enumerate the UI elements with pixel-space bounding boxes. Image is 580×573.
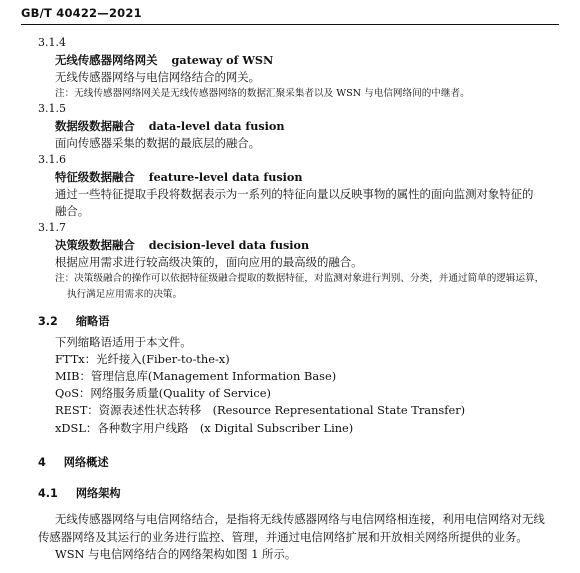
section-title: 缩略语: [75, 315, 110, 328]
term-definition-line: 通过一些特征提取手段将数据表示为一系列的特征向量以反映事物的属性的面向监测对象特征的: [55, 187, 534, 201]
term-definition: 面向传感器采集的数据的最底层的融合。: [55, 136, 261, 150]
term-definition: 根据应用需求进行较高级决策的，面向应用的最高级的融合。: [55, 255, 363, 269]
section-heading: [38, 456, 109, 470]
section-heading: [38, 315, 109, 329]
term-definition: 无线传感器网络与电信网络结合的网关。: [55, 70, 261, 84]
abbreviation-item: REST：资源表述性状态转移 (Resource Representational State Transfer): [55, 403, 466, 417]
term-zh: 特征级数据融合: [55, 170, 135, 184]
header-rule: [21, 24, 559, 25]
term-note: 注：无线传感器网络网关是无线传感器网络的数据汇聚采集者以及 WSN 与电信网络间的中继者。: [55, 88, 470, 99]
abbreviations-intro: 下列缩略语适用于本文件。: [55, 335, 192, 349]
section-title: 网络概述: [63, 456, 109, 469]
term-number: 3.1.6: [38, 153, 66, 166]
term-en: feature-level data fusion: [148, 170, 303, 184]
term-number: 3.1.7: [38, 221, 66, 234]
abbreviation-item: FTTx：光纤接入(Fiber-to-the-x): [55, 352, 230, 366]
section-number: 4.1: [38, 487, 58, 500]
term-zh: 数据级数据融合: [55, 119, 135, 133]
paragraph-line: 传感器网络及其运行的业务进行监控、管理，并通过电信网络扩展和开放相关网络所提供的业务。: [38, 530, 528, 544]
term-note-line: 执行满足应用需求的决策。: [67, 289, 183, 300]
term-heading: [55, 119, 285, 133]
section-heading: [38, 487, 121, 501]
term-en: gateway of WSN: [171, 53, 274, 67]
term-en: decision-level data fusion: [148, 238, 310, 252]
term-number: 3.1.4: [38, 36, 66, 49]
term-definition-line: 融合。: [55, 204, 90, 218]
term-heading: [55, 53, 273, 67]
section-title: 网络架构: [75, 487, 121, 500]
term-zh: 决策级数据融合: [55, 238, 135, 252]
paragraph-line: WSN 与电信网络结合的网络架构如图 1 所示。: [55, 547, 297, 561]
section-number: 4: [38, 456, 46, 469]
term-heading: [55, 238, 309, 252]
abbreviation-item: QoS：网络服务质量(Quality of Service): [55, 386, 271, 400]
term-note-line: 注：决策级融合的操作可以依据特征级融合提取的数据特征，对监测对象进行判别、分类，并通过简单的逻辑运算，: [55, 273, 545, 284]
standard-header: GB/T 40422—2021: [21, 6, 142, 20]
abbreviation-item: MIB：管理信息库(Management Information Base): [55, 369, 337, 383]
term-en: data-level data fusion: [148, 119, 285, 133]
term-heading: [55, 170, 303, 184]
term-zh: 无线传感器网络网关: [55, 53, 158, 67]
section-number: 3.2: [38, 315, 58, 328]
paragraph-line: 无线传感器网络与电信网络结合，是指将无线传感器网络与电信网络相连接，利用电信网络对无线: [55, 512, 545, 526]
abbreviation-item: xDSL：各种数字用户线路 (x Digital Subscriber Line): [55, 421, 354, 435]
term-number: 3.1.5: [38, 102, 66, 115]
